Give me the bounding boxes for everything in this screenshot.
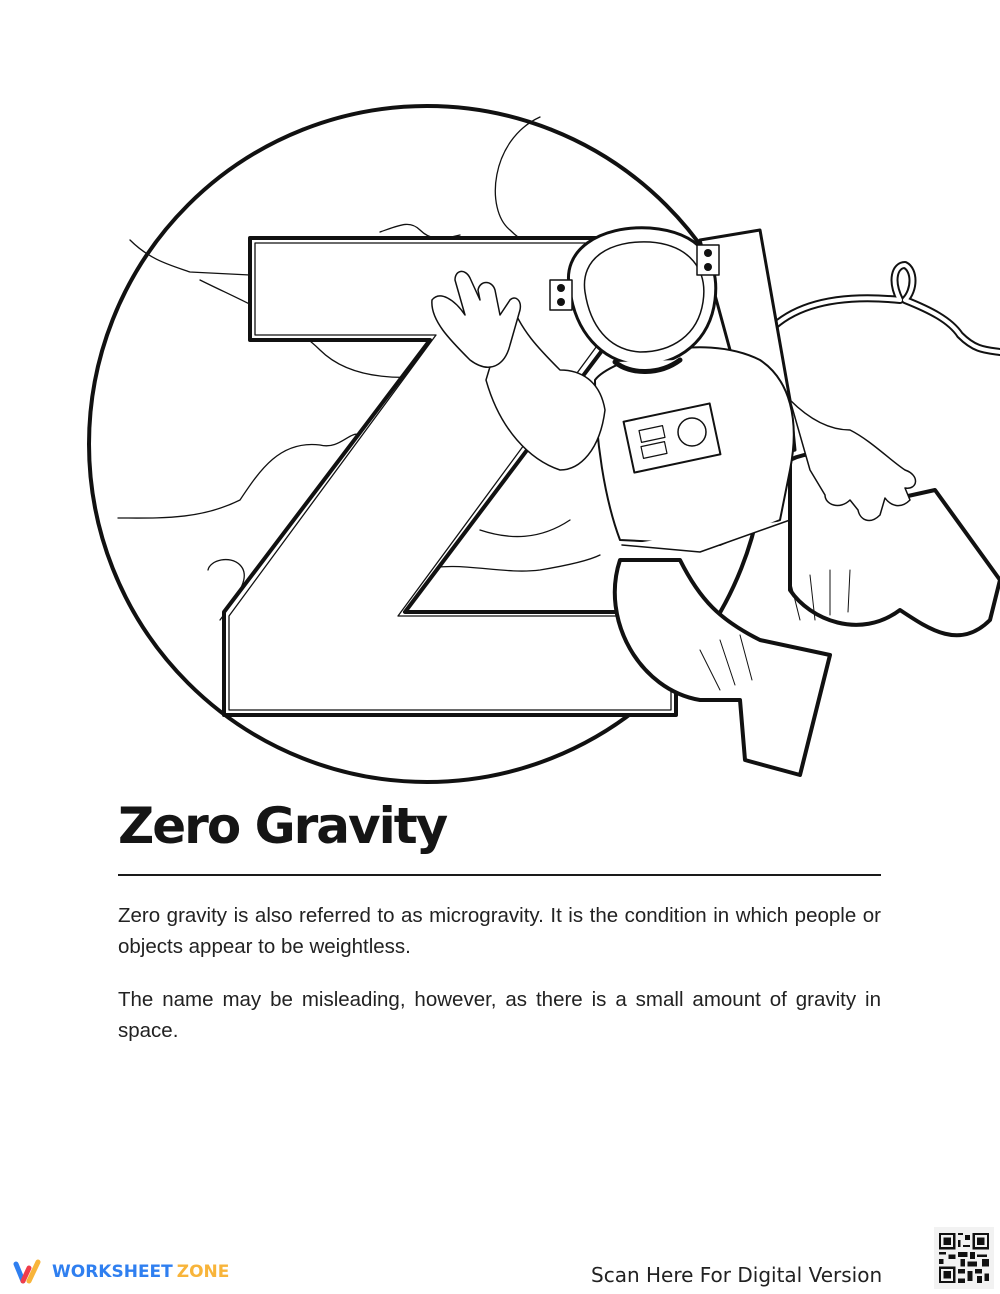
logo-text-worksheet: WORKSHEET — [52, 1262, 173, 1282]
paragraph-2: The name may be misleading, however, as there is a small amount of gravity in space. — [118, 988, 881, 1042]
logo-text-zone: ZONE — [176, 1262, 230, 1282]
page-title: Zero Gravity — [118, 797, 447, 855]
logo-w-icon — [12, 1259, 46, 1285]
paragraph-1: Zero gravity is also referred to as microgravity. It is the condition in which people or objects appear to be weightless. — [118, 904, 881, 958]
body-text — [118, 900, 881, 1068]
worksheetzone-logo[interactable] — [12, 1259, 229, 1285]
qr-code-icon[interactable] — [934, 1227, 994, 1289]
scan-digital-version-text: Scan Here For Digital Version — [591, 1263, 883, 1287]
title-divider — [118, 874, 881, 876]
